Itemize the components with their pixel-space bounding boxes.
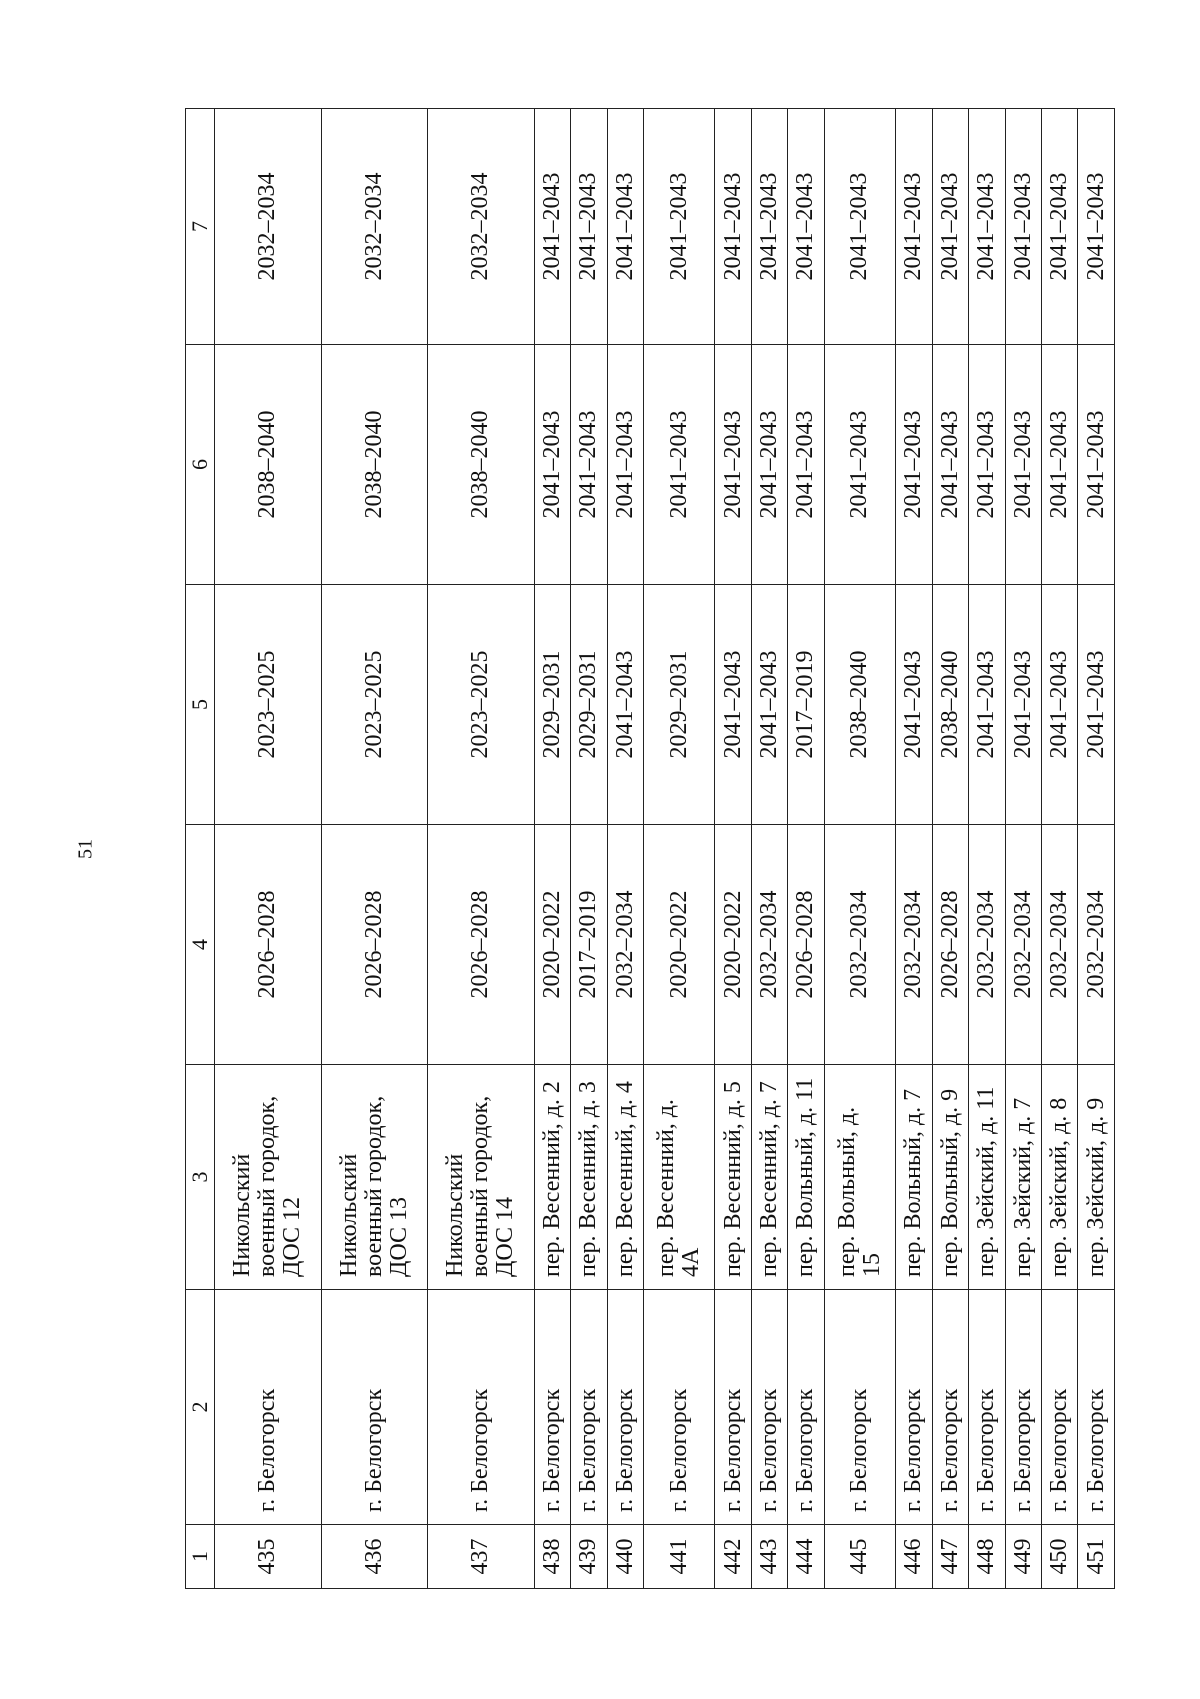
period-cell-4: 2032–2034 <box>607 825 643 1065</box>
city-cell: г. Белогорск <box>607 1290 643 1525</box>
period-cell-6: 2038–2040 <box>215 345 322 585</box>
table-frame <box>185 109 1115 1589</box>
row-number-cell: 438 <box>534 1525 570 1589</box>
row-number-cell: 447 <box>932 1525 968 1589</box>
period-cell-6: 2041–2043 <box>571 345 607 585</box>
table-row <box>607 109 643 1589</box>
column-header: 3 <box>186 1065 215 1290</box>
period-cell-6: 2041–2043 <box>1005 345 1041 585</box>
period-cell-4: 2020–2022 <box>643 825 714 1065</box>
table-body <box>215 109 1115 1589</box>
column-header: 1 <box>186 1525 215 1589</box>
period-cell-6: 2038–2040 <box>321 345 428 585</box>
city-cell: г. Белогорск <box>1078 1290 1115 1525</box>
period-cell-5: 2041–2043 <box>969 585 1005 825</box>
table-row <box>824 109 895 1589</box>
row-number-cell: 444 <box>788 1525 824 1589</box>
city-cell: г. Белогорск <box>751 1290 787 1525</box>
period-cell-7: 2041–2043 <box>896 109 932 345</box>
period-cell-4: 2026–2028 <box>321 825 428 1065</box>
address-cell: пер. Весенний, д. 4А <box>643 1065 714 1290</box>
period-cell-5: 2023–2025 <box>428 585 535 825</box>
city-cell: г. Белогорск <box>715 1290 751 1525</box>
city-cell: г. Белогорск <box>788 1290 824 1525</box>
address-cell: пер. Зейский, д. 7 <box>1005 1065 1041 1290</box>
period-cell-6: 2041–2043 <box>534 345 570 585</box>
period-cell-7: 2041–2043 <box>715 109 751 345</box>
period-cell-4: 2032–2034 <box>824 825 895 1065</box>
table-row <box>215 109 322 1589</box>
row-number-cell: 435 <box>215 1525 322 1589</box>
city-cell: г. Белогорск <box>643 1290 714 1525</box>
row-number-cell: 443 <box>751 1525 787 1589</box>
period-cell-6: 2041–2043 <box>969 345 1005 585</box>
period-cell-5: 2029–2031 <box>571 585 607 825</box>
row-number-cell: 436 <box>321 1525 428 1589</box>
period-cell-6: 2041–2043 <box>788 345 824 585</box>
address-cell: Никольский военный городок, ДОС 14 <box>428 1065 535 1290</box>
city-cell: г. Белогорск <box>571 1290 607 1525</box>
row-number-cell: 441 <box>643 1525 714 1589</box>
period-cell-4: 2032–2034 <box>1078 825 1115 1065</box>
column-header: 2 <box>186 1290 215 1525</box>
period-cell-5: 2038–2040 <box>824 585 895 825</box>
city-cell: г. Белогорск <box>215 1290 322 1525</box>
period-cell-7: 2032–2034 <box>321 109 428 345</box>
period-cell-5: 2023–2025 <box>215 585 322 825</box>
period-cell-7: 2041–2043 <box>1041 109 1077 345</box>
row-number-cell: 440 <box>607 1525 643 1589</box>
table-row <box>1041 109 1077 1589</box>
table-row <box>534 109 570 1589</box>
registry-table <box>185 108 1115 1589</box>
period-cell-4: 2020–2022 <box>534 825 570 1065</box>
period-cell-5: 2041–2043 <box>751 585 787 825</box>
city-cell: г. Белогорск <box>969 1290 1005 1525</box>
period-cell-7: 2041–2043 <box>969 109 1005 345</box>
period-cell-5: 2029–2031 <box>643 585 714 825</box>
period-cell-5: 2041–2043 <box>1041 585 1077 825</box>
period-cell-7: 2041–2043 <box>571 109 607 345</box>
table-row <box>715 109 751 1589</box>
column-header: 4 <box>186 825 215 1065</box>
table-row <box>428 109 535 1589</box>
period-cell-5: 2041–2043 <box>1078 585 1115 825</box>
period-cell-5: 2041–2043 <box>715 585 751 825</box>
row-number-cell: 437 <box>428 1525 535 1589</box>
period-cell-6: 2041–2043 <box>751 345 787 585</box>
period-cell-6: 2038–2040 <box>428 345 535 585</box>
period-cell-4: 2032–2034 <box>751 825 787 1065</box>
row-number-cell: 439 <box>571 1525 607 1589</box>
period-cell-7: 2041–2043 <box>788 109 824 345</box>
row-number-cell: 445 <box>824 1525 895 1589</box>
address-cell: Никольский военный городок, ДОС 13 <box>321 1065 428 1290</box>
page-number: 51 <box>74 839 97 859</box>
period-cell-5: 2023–2025 <box>321 585 428 825</box>
row-number-cell: 442 <box>715 1525 751 1589</box>
period-cell-7: 2041–2043 <box>607 109 643 345</box>
address-cell: пер. Вольный, д. 9 <box>932 1065 968 1290</box>
address-cell: пер. Весенний, д. 3 <box>571 1065 607 1290</box>
row-number-cell: 450 <box>1041 1525 1077 1589</box>
period-cell-4: 2020–2022 <box>715 825 751 1065</box>
city-cell: г. Белогорск <box>824 1290 895 1525</box>
table-row <box>751 109 787 1589</box>
period-cell-4: 2032–2034 <box>896 825 932 1065</box>
period-cell-6: 2041–2043 <box>1041 345 1077 585</box>
period-cell-4: 2026–2028 <box>428 825 535 1065</box>
period-cell-7: 2032–2034 <box>215 109 322 345</box>
period-cell-7: 2041–2043 <box>1078 109 1115 345</box>
period-cell-6: 2041–2043 <box>643 345 714 585</box>
period-cell-5: 2041–2043 <box>1005 585 1041 825</box>
period-cell-5: 2029–2031 <box>534 585 570 825</box>
row-number-cell: 448 <box>969 1525 1005 1589</box>
period-cell-5: 2041–2043 <box>607 585 643 825</box>
period-cell-4: 2017–2019 <box>571 825 607 1065</box>
column-header: 6 <box>186 345 215 585</box>
period-cell-4: 2026–2028 <box>932 825 968 1065</box>
city-cell: г. Белогорск <box>1041 1290 1077 1525</box>
city-cell: г. Белогорск <box>428 1290 535 1525</box>
period-cell-5: 2041–2043 <box>896 585 932 825</box>
address-cell: пер. Весенний, д. 5 <box>715 1065 751 1290</box>
table-row <box>788 109 824 1589</box>
period-cell-6: 2041–2043 <box>896 345 932 585</box>
period-cell-7: 2041–2043 <box>824 109 895 345</box>
period-cell-7: 2041–2043 <box>643 109 714 345</box>
period-cell-4: 2032–2034 <box>1005 825 1041 1065</box>
table-row <box>1078 109 1115 1589</box>
period-cell-7: 2041–2043 <box>932 109 968 345</box>
address-cell: пер. Зейский, д. 8 <box>1041 1065 1077 1290</box>
row-number-cell: 451 <box>1078 1525 1115 1589</box>
address-cell: пер. Весенний, д. 4 <box>607 1065 643 1290</box>
period-cell-7: 2041–2043 <box>1005 109 1041 345</box>
period-cell-6: 2041–2043 <box>715 345 751 585</box>
period-cell-4: 2032–2034 <box>969 825 1005 1065</box>
period-cell-4: 2032–2034 <box>1041 825 1077 1065</box>
address-cell: пер. Вольный, д. 11 <box>788 1065 824 1290</box>
period-cell-6: 2041–2043 <box>824 345 895 585</box>
table-row <box>896 109 932 1589</box>
city-cell: г. Белогорск <box>896 1290 932 1525</box>
period-cell-6: 2041–2043 <box>1078 345 1115 585</box>
column-header: 5 <box>186 585 215 825</box>
period-cell-6: 2041–2043 <box>607 345 643 585</box>
city-cell: г. Белогорск <box>534 1290 570 1525</box>
period-cell-5: 2017–2019 <box>788 585 824 825</box>
period-cell-7: 2041–2043 <box>751 109 787 345</box>
period-cell-7: 2041–2043 <box>534 109 570 345</box>
table-row <box>969 109 1005 1589</box>
address-cell: пер. Зейский, д. 9 <box>1078 1065 1115 1290</box>
table-row <box>321 109 428 1589</box>
table-row <box>932 109 968 1589</box>
period-cell-4: 2026–2028 <box>215 825 322 1065</box>
period-cell-5: 2038–2040 <box>932 585 968 825</box>
address-cell: пер. Зейский, д. 11 <box>969 1065 1005 1290</box>
period-cell-6: 2041–2043 <box>932 345 968 585</box>
address-cell: пер. Вольный, д. 7 <box>896 1065 932 1290</box>
table-row <box>1005 109 1041 1589</box>
address-cell: пер. Весенний, д. 2 <box>534 1065 570 1290</box>
table-row <box>643 109 714 1589</box>
row-number-cell: 449 <box>1005 1525 1041 1589</box>
row-number-cell: 446 <box>896 1525 932 1589</box>
header-row <box>186 109 215 1589</box>
address-cell: пер. Весенний, д. 7 <box>751 1065 787 1290</box>
table-row <box>571 109 607 1589</box>
city-cell: г. Белогорск <box>321 1290 428 1525</box>
period-cell-7: 2032–2034 <box>428 109 535 345</box>
address-cell: пер. Вольный, д. 15 <box>824 1065 895 1290</box>
period-cell-4: 2026–2028 <box>788 825 824 1065</box>
city-cell: г. Белогорск <box>1005 1290 1041 1525</box>
column-header: 7 <box>186 109 215 345</box>
address-cell: Никольский военный городок, ДОС 12 <box>215 1065 322 1290</box>
city-cell: г. Белогорск <box>932 1290 968 1525</box>
